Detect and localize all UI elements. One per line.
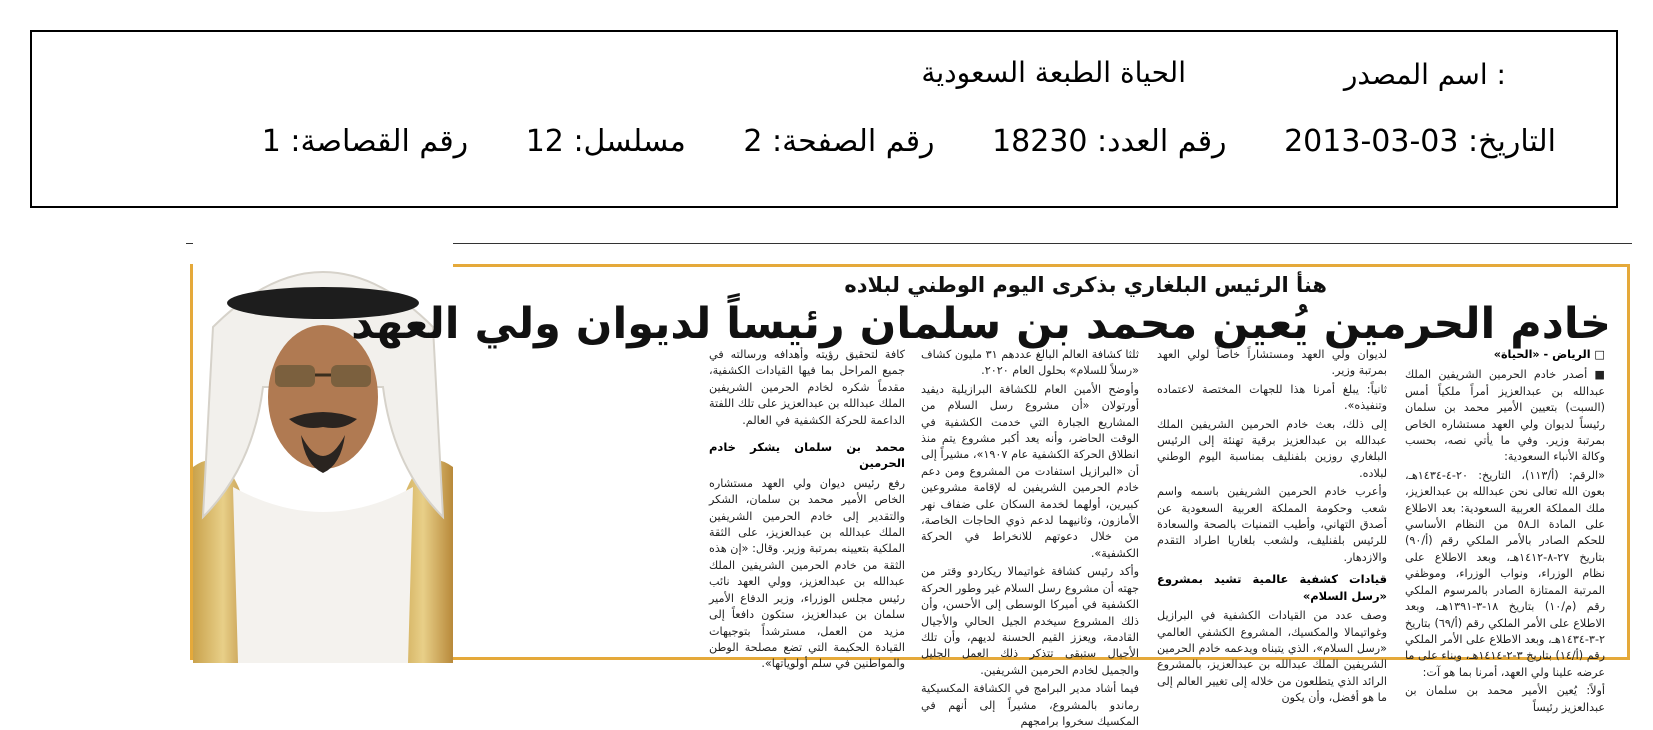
article-column-1 bbox=[1405, 347, 1605, 714]
article-dateline: □ الرياض - «الحياة» bbox=[1493, 348, 1605, 361]
article-column-4 bbox=[709, 347, 905, 671]
article-kicker: هنأ الرئيس البلغاري بذكرى اليوم الوطني لبلاده bbox=[844, 273, 1327, 297]
newspaper-clipping bbox=[190, 264, 1630, 728]
page-field: رقم الصفحة: 2 bbox=[743, 124, 935, 159]
source-label: اسم المصدر : bbox=[1343, 58, 1506, 91]
paragraph: وأعرب خادم الحرمين الشريفين باسمه واسم شعب وحكومة المملكة العربية السعودية عن أصدق التهاني، وأطيب التمنيات بالصحة والسعادة للرئيس بلفنليف، ولشعب بلغاريا اطراد التقدم والازدهار. bbox=[1157, 485, 1387, 564]
article-column-2 bbox=[1157, 347, 1387, 705]
subheading-thanks: محمد بن سلمان يشكر خادم الحرمين bbox=[709, 440, 905, 471]
serial-field: مسلسل: 12 bbox=[525, 124, 686, 159]
paragraph: رفع رئيس ديوان ولي العهد مستشاره الخاص الأمير محمد بن سلمان، الشكر والتقدير إلى خادم الحرمين الشريفين الملك عبدالله بن عبدالعزيز، على الثقة الملكية بتعيينه بمرتبة وزير. وقال: «إن هذه الثقة من خادم الحرمين الشريفين الملك عبدالله بن عبدالعزيز، وولي العهد نائب رئيس مجلس الوزراء، وزير الدفاع الأمير سلمان بن عبدالعزيز، ستكون دافعاً إلى مزيد من العمل، مسترشداً بتوجيهات القيادة الحكيمة التي تضع مصلحة الوطن والمواطنين في سلم أولوياتها». bbox=[709, 476, 905, 671]
paragraph: كافة لتحقيق رؤيته وأهدافه ورسالته في جميع المراحل بما فيها القيادات الكشفية، مقدماً شكره لخادم الحرمين الشريفين الملك عبدالله بن عبدالعزيز على تلك اللفتة الداعمة للحركة الكشفية في العالم. bbox=[709, 348, 905, 427]
paragraph: «الرقم: (أ/١١٣)، التاريخ: ٢٠-٤-١٤٣٤هـ، بعون الله تعالى نحن عبدالله بن عبدالعزيز، ملك المملكة العربية السعودية: بعد الاطلاع على المادة الـ٥٨ من النظام الأساسي للحكم الصادر بالأمر الملكي رقم (أ/٩٠) بتاريخ ٢٧-٨-١٤١٢هـ، وبعد الاطلاع على نظام الوزراء، ونواب الوزراء، وموظفي المرتبة الممتازة الصادر بالمرسوم الملكي رقم (م/١٠) بتاريخ ١٨-٣-١٣٩١هـ، وبعد الاطلاع على الأمر الملكي رقم (أ/٦٩) بتاريخ ٢-٣-١٤٣٤هـ، وبعد الاطلاع على الأمر الملكي رقم (أ/١٤) بتاريخ ٣-٢-١٤١٤هـ، وبناء على ما عرضه علينا ولي العهد، أمرنا بما هو آت: bbox=[1405, 468, 1605, 679]
article-column-3 bbox=[921, 347, 1140, 728]
article-headline: خادم الحرمين يُعين محمد بن سلمان رئيساً لديوان ولي العهد bbox=[351, 299, 1611, 349]
source-value: الحياة الطبعة السعودية bbox=[921, 56, 1186, 89]
meta-line bbox=[262, 124, 1556, 159]
paragraph: ■ أصدر خادم الحرمين الشريفين الملك عبدالله بن عبدالعزيز أمراً ملكياً أمس (السبت) بتعيين الأمير محمد بن سلمان رئيساً لديوان ولي العهد مستشاره الخاص بمرتبة وزير. وفي ما يأتي نصه، بحسب وكالة الأنباء السعودية: bbox=[1405, 368, 1605, 464]
paragraph: إلى ذلك، بعث خادم الحرمين الشريفين الملك عبدالله بن عبدالعزيز برقية تهنئة إلى الرئيس البلغاري روزين بلفنليف بمناسبة اليوم الوطني لبلاده. bbox=[1157, 417, 1387, 480]
subheading-scouts: قيادات كشفية عالمية تشيد بمشروع «رسل السلام» bbox=[1157, 572, 1387, 603]
paragraph: وأوضح الأمين العام للكشافة البرازيلية ديفيد أورتولان «أن مشروع رسل السلام من المشاريع الجبارة التي خدمت الكشفية في الوقت الحاضر، وأنه يعد أكبر مشروع يتم منذ انطلاق الحركة الكشفية عام ١٩٠٧»، مشيراً إلى أن «البرازيل استفادت من المشروع ومن دعم خادم الحرمين الشريفين له لإقامة مشروعين كبيرين، أولهما لخدمة السكان على ضفاف نهر الأمازون، وثانيهما لدعم ذوي الحاجات الخاصة، من خلال دعوتهم للانخراط في الحركة الكشفية». bbox=[921, 382, 1140, 560]
source-info-box bbox=[30, 30, 1618, 208]
clip-number-field: رقم القصاصة: 1 bbox=[261, 124, 469, 159]
issue-field: رقم العدد: 18230 bbox=[992, 124, 1227, 159]
paragraph: وأكد رئيس كشافة غواتيمالا ريكاردو وقتر من جهته أن مشروع رسل السلام غير وطور الحركة الكشفية في أميركا الوسطى إلى الأحسن، وأن ذلك المشروع سيخدم الجيل الحالي والأجيال القادمة، ويعزز القيم الحسنة لديهم، وأن تلك الأجيال ستبقى تتذكر ذلك العمل الجليل والجميل لخادم الحرمين الشريفين. bbox=[921, 565, 1139, 677]
paragraph: وصف عدد من القيادات الكشفية في البرازيل وغواتيمالا والمكسيك، المشروع الكشفي العالمي «رسل السلام»، الذي يتبناه ويدعمه خادم الحرمين الشريفين الملك عبدالله بن عبدالعزيز، بالمشروع الرائد الذي يتطلعون من خلاله إلى تغيير العالم إلى ما هو أفضل، وأن يكون bbox=[1157, 609, 1387, 705]
date-field: التاريخ: 03-03-2013 bbox=[1284, 124, 1556, 159]
paragraph: ثانياً: يبلغ أمرنا هذا للجهات المختصة لاعتماده وتنفيذه». bbox=[1157, 382, 1387, 413]
paragraph: أولاً: يُعين الأمير محمد بن سلمان بن عبدالعزيز رئيساً bbox=[1405, 684, 1605, 714]
paragraph: ثلثا كشافة العالم البالغ عددهم ٣١ مليون كشاف «رسلاً للسلام» بحلول العام ٢٠٢٠. bbox=[921, 348, 1139, 378]
paragraph: فيما أشاد مدير البرامج في الكشافة المكسيكية رماندو بالمشروع، مشيراً إلى أنهم في المكسيك سخروا برامجهم bbox=[921, 682, 1139, 728]
paragraph: لديوان ولي العهد ومستشاراً خاصاً لولي العهد بمرتبة وزير. bbox=[1157, 348, 1387, 378]
